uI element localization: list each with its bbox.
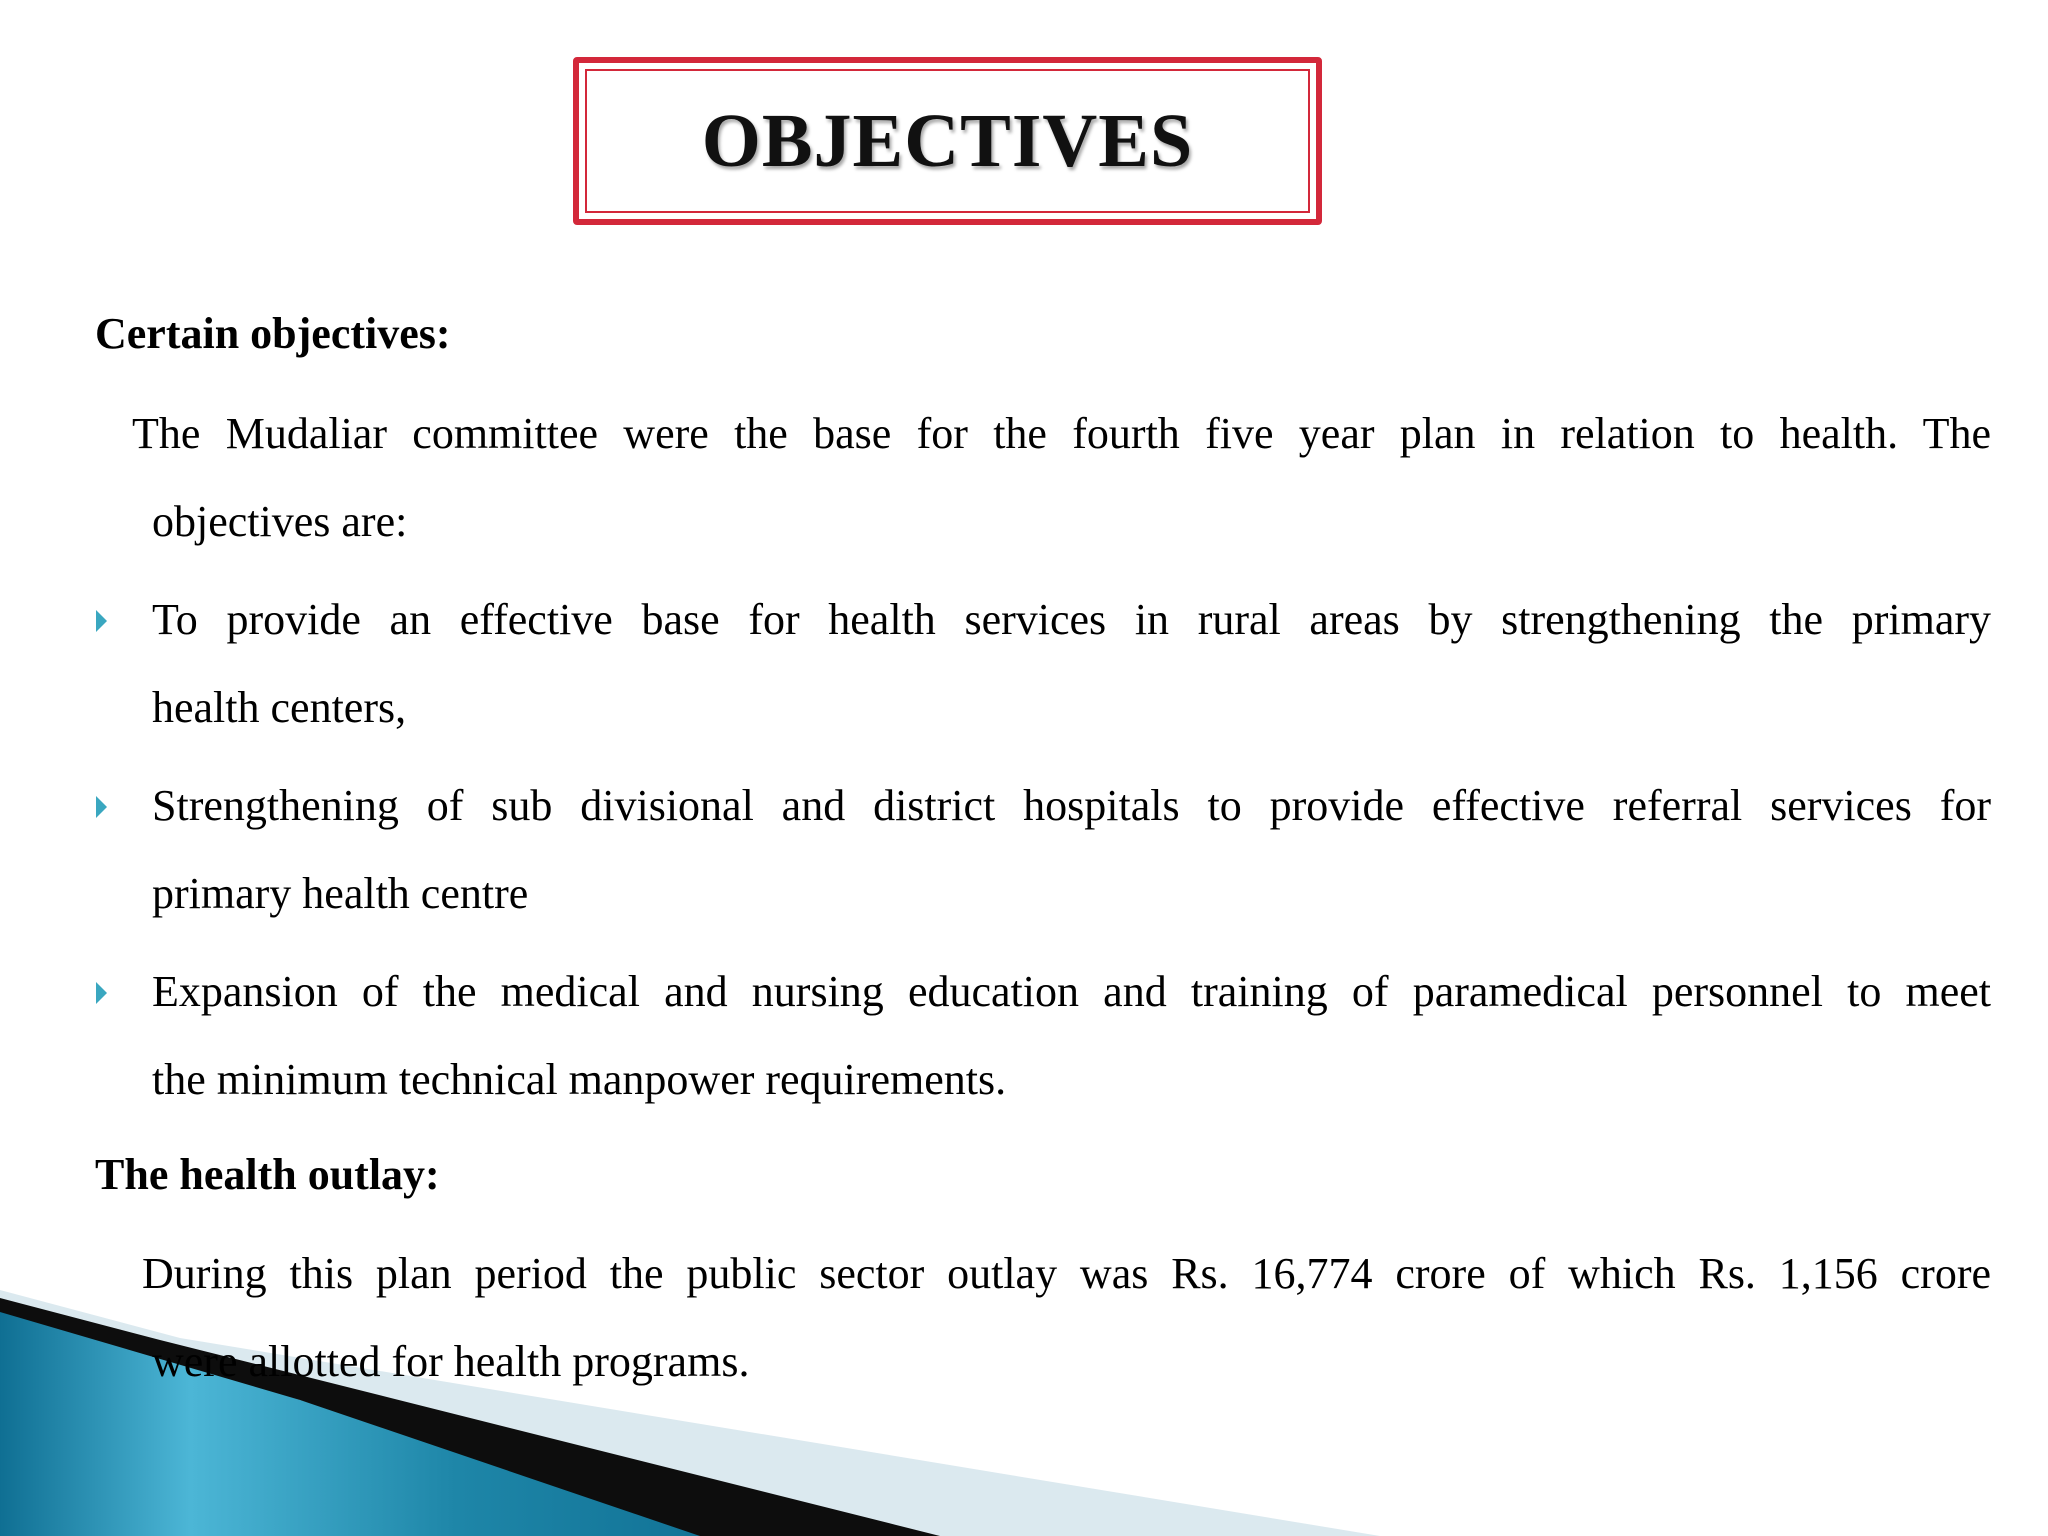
intro-line-1: The Mudaliar committee were the base for the fourth five year plan in relation to health. The (132, 409, 1991, 458)
objectives-heading: Certain objectives: (95, 309, 451, 358)
triangle-bullet-icon (96, 796, 107, 818)
slide-title: OBJECTIVES (701, 99, 1194, 183)
bullet-1-line-1: To provide an effective base for health services in rural areas by strengthening the primary (152, 595, 1991, 644)
outlay-heading: The health outlay: (95, 1150, 440, 1199)
bullet-2-line-2: primary health centre (152, 869, 529, 918)
bullet-2-line-1: Strengthening of sub divisional and district hospitals to provide effective referral services for (152, 781, 1991, 830)
triangle-bullet-icon (96, 610, 107, 632)
outlay-line-2: were allotted for health programs. (152, 1337, 750, 1386)
triangle-bullet-icon (96, 982, 107, 1004)
intro-line-2: objectives are: (152, 497, 408, 546)
bullet-3-line-1: Expansion of the medical and nursing education and training of paramedical personnel to meet (152, 967, 1991, 1016)
bullet-3-line-2: the minimum technical manpower requirements. (152, 1055, 1007, 1104)
title-inner-border (585, 69, 1310, 213)
outlay-line-1: During this plan period the public sector outlay was Rs. 16,774 crore of which Rs. 1,156 crore (142, 1249, 1991, 1298)
bullet-1-line-2: health centers, (152, 683, 407, 732)
title-box (573, 57, 1322, 225)
